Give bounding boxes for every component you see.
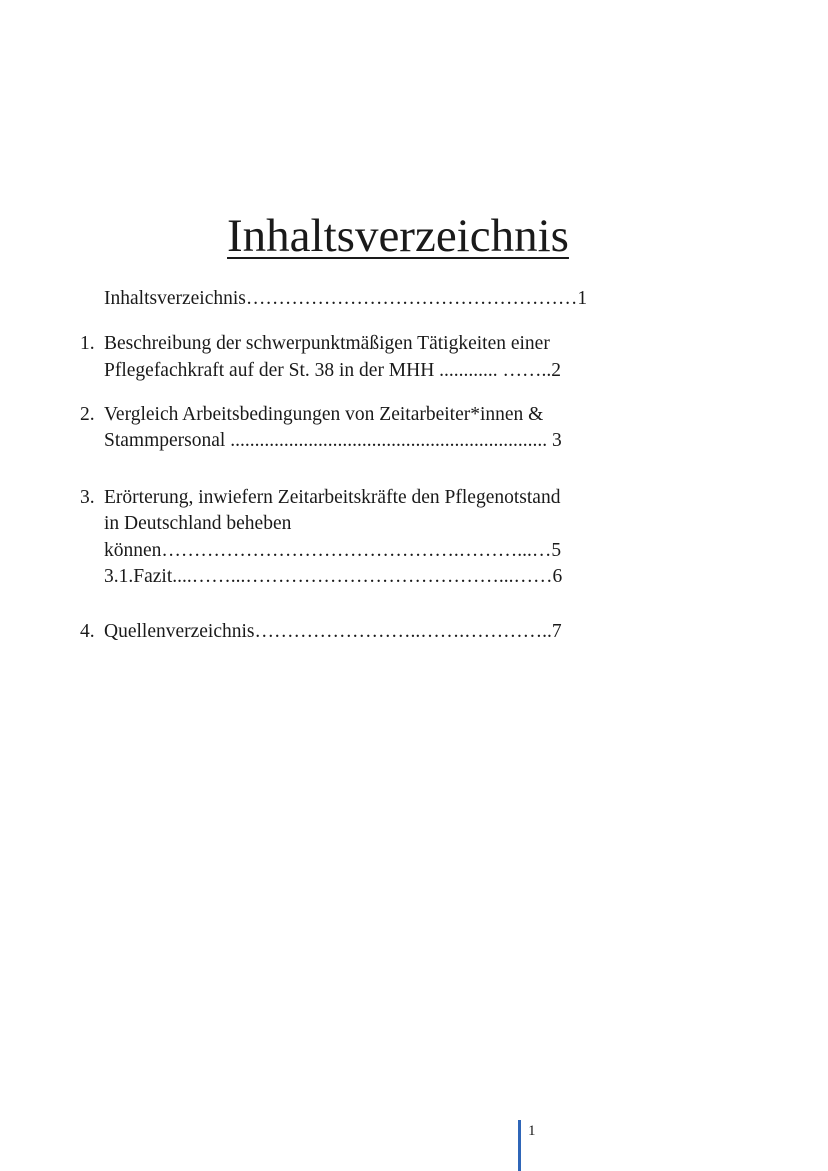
footer-rule bbox=[518, 1120, 521, 1171]
toc-entry-2-line-2: Stammpersonal ................................................................. 3 bbox=[104, 430, 562, 451]
toc-entry-1-line-1: Beschreibung der schwerpunktmäßigen Tätigkeiten einer bbox=[104, 333, 550, 354]
toc-entry-number: 1. bbox=[80, 333, 95, 354]
toc-entry-4-line-1: Quellenverzeichnis……………………..…….…………..7 bbox=[104, 621, 562, 642]
toc-entry-3-line-2: in Deutschland beheben bbox=[104, 513, 292, 534]
page-title: Inhaltsverzeichnis bbox=[227, 210, 569, 262]
toc-entry-number: 2. bbox=[80, 404, 95, 425]
toc-entry-number: 3. bbox=[80, 487, 95, 508]
page-number: 1 bbox=[528, 1123, 536, 1139]
toc-entry-inhaltsverzeichnis: Inhaltsverzeichnis……………………………………………1 bbox=[104, 288, 588, 309]
toc-entry-2-line-1: Vergleich Arbeitsbedingungen von Zeitarbeiter*innen & bbox=[104, 404, 544, 425]
toc-entry-3-line-3: können……………………………………….………...…5 bbox=[104, 540, 562, 561]
toc-entry-number: 4. bbox=[80, 621, 95, 642]
toc-entry-3-1-fazit: 3.1.Fazit....……...…………………………………...……6 bbox=[104, 566, 563, 587]
toc-entry-3-line-1: Erörterung, inwiefern Zeitarbeitskräfte den Pflegenotstand bbox=[104, 487, 561, 508]
toc-entry-1-line-2: Pflegefachkraft auf der St. 38 in der MHH ............ ……..2 bbox=[104, 360, 562, 381]
